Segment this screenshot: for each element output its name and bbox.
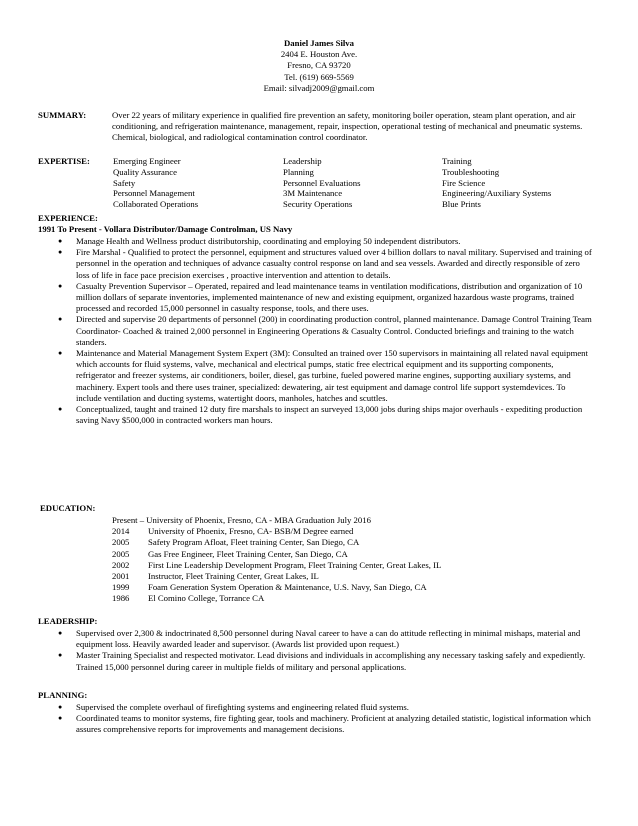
- expertise-item: Security Operations: [283, 199, 353, 210]
- bullet-icon: ●: [58, 248, 63, 257]
- expertise-item: Planning: [283, 166, 314, 177]
- education-desc: Instructor, Fleet Training Center, Great Lakes, IL: [148, 570, 319, 581]
- education-list: [112, 515, 532, 605]
- planning-list: [38, 702, 593, 736]
- list-item: [38, 348, 593, 404]
- education-label: EDUCATION:: [40, 503, 96, 513]
- candidate-name: Daniel James Silva: [284, 38, 354, 48]
- expertise-item: Quality Assurance: [113, 166, 177, 177]
- expertise-item: 3M Maintenance: [283, 188, 343, 199]
- experience-item-text: Fire Marshal - Qualified to protect the personnel, equipment and structures valued over 4 billion dollars to naval military. Supervised and training of personnel in the operation and techniques of advance casualty control response on land and sea vessels. Awarded and directly responsible of zero loss of life in face pace precision exercises , proactive intervention and attention to details.: [76, 247, 592, 280]
- leadership-item-text: Master Training Specialist and respected motivator. Lead divisions and individuals in accomplishing any necessary tasking safely and expediently. Trained 15,000 personnel during career in multiple fields of military and personal applications.: [76, 650, 586, 672]
- contact-header: [0, 38, 638, 94]
- bullet-icon: ●: [58, 281, 63, 290]
- education-row: [112, 515, 532, 526]
- planning-label: PLANNING:: [38, 690, 88, 700]
- education-desc: Gas Free Engineer, Fleet Training Center, San Diego, CA: [148, 548, 348, 559]
- education-row: [112, 582, 532, 593]
- experience-item-text: Conceptualized, taught and trained 12 duty fire marshals to inspect an surveyed 13,000 jobs during ships major overhauls - expediting production saving Navy $500,000 in contracted workers man hours.: [76, 404, 583, 426]
- experience-label: EXPERIENCE:: [38, 213, 98, 223]
- list-item: [38, 702, 593, 713]
- summary-text: Over 22 years of military experience in qualified fire prevention an safety, monitoring boiler operation, steam plant operation, and air conditioning, and refrigeration maintenance, management, repair, inspection, operational testing of mechanical and pneumatic systems. Chemical, biological, and radiological contamination control coordinator.: [112, 110, 583, 143]
- planning-item-text: Coordinated teams to monitor systems, fire fighting gear, tools and machinery. Proficient at analyzing detailed statistic, logistical information which assures comprehensive reports for improvements and management decisions.: [76, 713, 591, 735]
- expertise-item: Collaborated Operations: [113, 199, 199, 210]
- email-address: Email: silvadj2009@gmail.com: [263, 82, 375, 93]
- education-row: [112, 526, 532, 537]
- education-desc: El Comino College, Torrance CA: [148, 593, 265, 604]
- expertise-row: [113, 178, 593, 189]
- expertise-item: Emerging Engineer: [113, 156, 181, 166]
- bullet-icon: ●: [58, 629, 63, 637]
- education-desc: First Line Leadership Development Program, Fleet Training Center, Great Lakes, IL: [148, 559, 442, 570]
- bullet-icon: ●: [58, 349, 63, 358]
- list-item: [38, 236, 593, 247]
- expertise-row: [113, 188, 593, 199]
- education-row: [112, 560, 532, 571]
- job-title: 1991 To Present - Vollara Distributor/Damage Controlman, US Navy: [38, 224, 293, 234]
- leadership-label: LEADERSHIP:: [38, 616, 98, 626]
- expertise-label: EXPERTISE:: [38, 156, 90, 166]
- phone-number: Tel. (619) 669-5569: [284, 71, 354, 82]
- education-year: 1986: [112, 593, 130, 604]
- list-item: [38, 314, 593, 348]
- expertise-row: [113, 167, 593, 178]
- bullet-icon: ●: [58, 237, 63, 245]
- expertise-item: Fire Science: [442, 177, 486, 188]
- education-row: [112, 549, 532, 560]
- experience-item-text: Casualty Prevention Supervisor – Operated, repaired and lead maintenance teams in ventilation modifications, distribution and organization of 10 million dollars of separate inventories, implemented maintenance of new and existing equipment, organized hazardous waste programs, trained processed and recorded 15,000 personnel in casualty response, tools, and there uses.: [76, 280, 583, 314]
- list-item: [38, 247, 593, 281]
- expertise-row: [113, 156, 593, 167]
- education-year: 2002: [112, 559, 130, 570]
- experience-item-text: Manage Health and Wellness product distributorship, coordinating and employing 50 independent distributors.: [76, 236, 461, 246]
- education-year: 2001: [112, 570, 130, 581]
- expertise-item: Leadership: [283, 156, 322, 166]
- education-year: 2014: [112, 526, 130, 537]
- list-item: [38, 628, 593, 650]
- bullet-icon: ●: [58, 714, 63, 723]
- expertise-item: Personnel Management: [113, 188, 195, 199]
- bullet-icon: ●: [58, 315, 63, 324]
- expertise-item: Blue Prints: [442, 199, 481, 210]
- bullet-icon: ●: [58, 703, 63, 711]
- experience-item-text: Directed and supervise 20 departments of personnel (200) in coordinating production control, planned maintenance. Damage Control Training Team Coordinator- Coached & trained 2,000 personnel in Engineering Operations & Casualty Control. Conducted briefings and training to the watch standers.: [76, 314, 592, 347]
- education-desc: Safety Program Afloat, Fleet training Center, San Diego, CA: [148, 537, 360, 548]
- expertise-item: Training: [442, 156, 472, 166]
- bullet-icon: ●: [58, 405, 63, 414]
- experience-list: [38, 236, 593, 426]
- planning-item-text: Supervised the complete overhaul of firefighting systems and engineering related fluid systems.: [76, 702, 409, 712]
- list-item: [38, 404, 593, 426]
- education-row: [112, 593, 532, 604]
- summary-label: SUMMARY:: [38, 110, 87, 120]
- education-row: [112, 537, 532, 548]
- expertise-item: Personnel Evaluations: [283, 177, 361, 188]
- city-state-zip: Fresno, CA 93720: [287, 60, 351, 71]
- street-address: 2404 E. Houston Ave.: [280, 49, 358, 60]
- expertise-item: Safety: [113, 177, 136, 188]
- expertise-item: Engineering/Auxiliary Systems: [442, 188, 552, 199]
- leadership-item-text: Supervised over 2,300 & indoctrinated 8,500 personnel during Naval career to have a can do attitude reflecting in minimal mishaps, material and equipment loss. Heavily awarded leader and supervisor. (Awards list provided upon request.): [76, 628, 581, 650]
- list-item: [38, 650, 593, 672]
- expertise-grid: [113, 156, 593, 210]
- education-desc: Foam Generation System Operation & Maintenance, U.S. Navy, San Diego, CA: [148, 582, 427, 593]
- expertise-row: [113, 199, 593, 210]
- list-item: [38, 713, 593, 735]
- education-present: Present – University of Phoenix, Fresno, CA - MBA Graduation July 2016: [112, 515, 371, 525]
- leadership-list: [38, 628, 593, 673]
- education-year: 1999: [112, 582, 130, 593]
- education-year: 2005: [112, 548, 130, 559]
- expertise-item: Troubleshooting: [442, 166, 500, 177]
- education-row: [112, 571, 532, 582]
- bullet-icon: ●: [58, 651, 63, 660]
- education-desc: University of Phoenix, Fresno, CA- BSB/M Degree earned: [148, 526, 354, 537]
- list-item: [38, 281, 593, 315]
- education-year: 2005: [112, 537, 130, 548]
- experience-item-text: Maintenance and Material Management System Expert (3M): Consulted an trained over 150 supervisors in maintaining all related naval equipment which accounts for fluid systems, valve, mechanical and electrical pumps, static free electrical equipment and its supporting components, refrigerator and freezer systems, air conditioners, boiler, diesel, gas turbine, fueled powered marine engines, supporting auxiliary systems, and machinery. Expert tools and there uses trainer, specialized: dewatering, air test equipment and damage control life support systemdevices. To include ventilation and ducting systems, watertight doors, manholes, hatches and scuttles.: [76, 348, 588, 403]
